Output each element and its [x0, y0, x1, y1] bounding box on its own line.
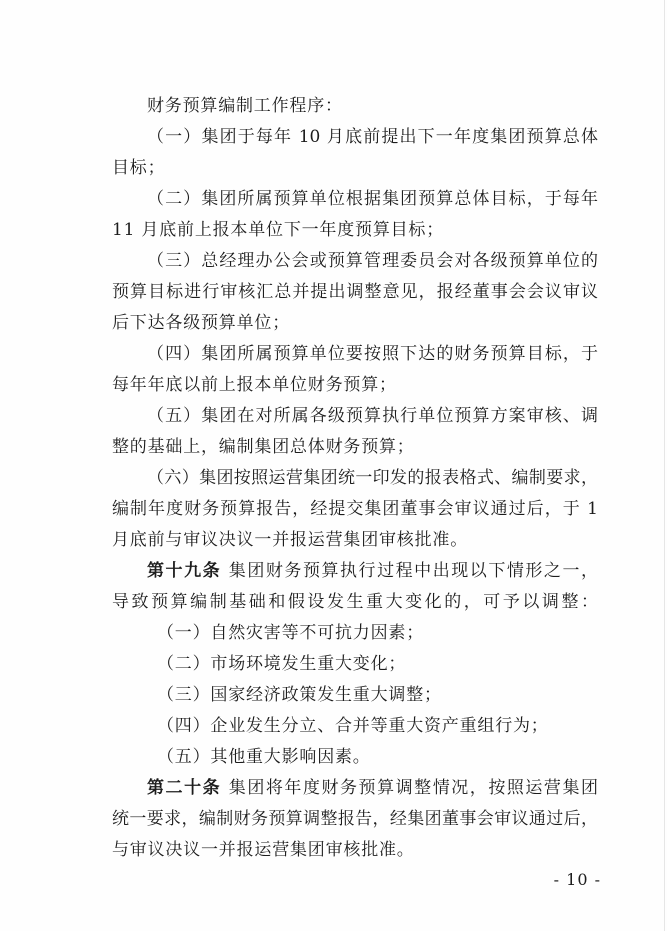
article-19-text: 集团财务预算执行过程中出现以下情形之一，	[228, 561, 599, 581]
step-3-line-1: （三）总经理办公会或预算管理委员会对各级预算单位的	[147, 251, 598, 271]
step-2-line-2: 11 月底前上报本单位下一年度预算目标；	[112, 220, 445, 240]
article-19-item-5: （五）其他重大影响因素。	[157, 747, 371, 767]
article-19-line-2: 导致预算编制基础和假设发生重大变化的，可予以调整：	[112, 592, 598, 612]
step-6-line-3: 月底前与审议决议一并报运营集团审核批准。	[112, 530, 468, 550]
step-6-line-1: （六）集团按照运营集团统一印发的报表格式、编制要求，	[147, 468, 598, 488]
article-20-line-3: 与审议决议一并报运营集团审核批准。	[112, 840, 415, 860]
article-19-item-2: （二）市场环境发生重大变化；	[157, 654, 407, 674]
step-4-line-2: 每年年底以前上报本单位财务预算；	[112, 375, 397, 395]
article-19-label: 第十九条	[147, 561, 222, 581]
article-19-item-3: （三）国家经济政策发生重大调整；	[157, 685, 442, 705]
step-5-line-1: （五）集团在对所属各级预算执行单位预算方案审核、调	[147, 406, 598, 426]
step-3-line-2: 预算目标进行审核汇总并提出调整意见，报经董事会会议审议	[112, 282, 598, 302]
step-5-line-2: 整的基础上，编制集团总体财务预算；	[112, 437, 415, 457]
article-20-line-2: 统一要求，编制财务预算调整报告，经集团董事会审议通过后，	[112, 809, 598, 829]
step-1-line-1: （一）集团于每年 10 月底前提出下一年度集团预算总体	[147, 127, 598, 147]
article-20-line-1	[112, 773, 598, 804]
step-2-line-1: （二）集团所属预算单位根据集团预算总体目标，于每年	[147, 189, 598, 209]
step-4-line-1: （四）集团所属预算单位要按照下达的财务预算目标，于	[147, 344, 598, 364]
article-19-item-1: （一）自然灾害等不可抗力因素；	[157, 623, 424, 643]
article-20-text: 集团将年度财务预算调整情况，按照运营集团	[228, 778, 599, 798]
page-number: - 10 -	[553, 870, 601, 889]
section-heading: 财务预算编制工作程序：	[147, 96, 343, 116]
article-19-line-1	[112, 556, 598, 587]
step-1-line-2: 目标；	[112, 158, 166, 178]
article-19-item-4: （四）企业发生分立、合并等重大资产重组行为；	[157, 716, 549, 736]
article-20-label: 第二十条	[147, 778, 222, 798]
document-body	[112, 91, 598, 866]
step-3-line-3: 后下达各级预算单位；	[112, 313, 290, 333]
step-6-line-2: 编制年度财务预算报告，经提交集团董事会审议通过后，于 1	[112, 499, 598, 519]
scan-edge	[664, 0, 665, 931]
